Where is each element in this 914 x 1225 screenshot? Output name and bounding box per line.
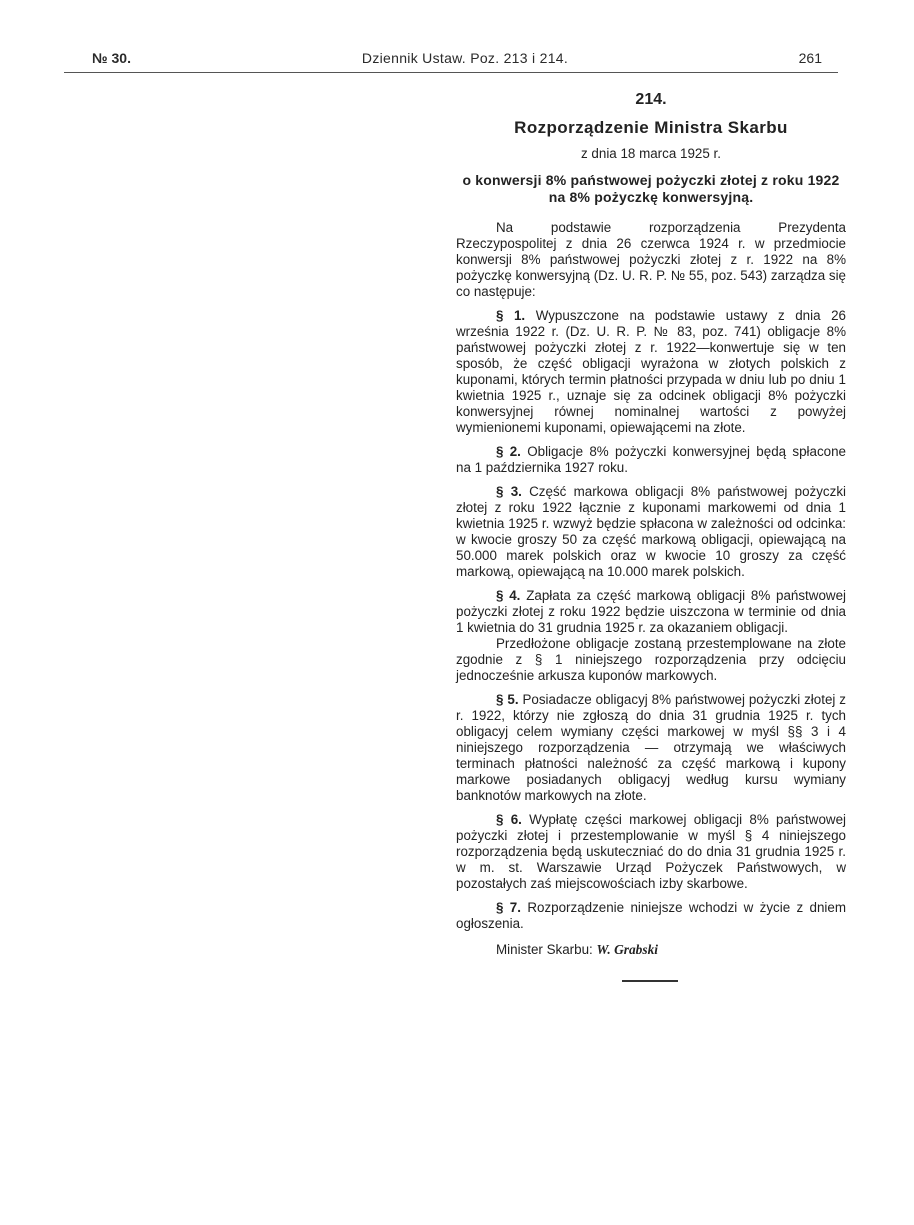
preamble: Na podstawie rozporządzenia Prezydenta Rzeczypospolitej z dnia 26 czerwca 1924 r. w przedmiocie konwersji 8% państwowej pożyczki złotej z r. 1922 na 8% pożyczkę konwersyjną (Dz. U. R. P. № 55, poz. 543) zarządza się co następuje: bbox=[456, 220, 846, 299]
section-label: § 7. bbox=[496, 900, 521, 915]
act-subject: o konwersji 8% państwowej pożyczki złotej z roku 1922 na 8% pożyczkę konwersyjną. bbox=[462, 172, 840, 205]
section-4 bbox=[456, 588, 846, 636]
page-number: 261 bbox=[798, 50, 822, 66]
section-3 bbox=[456, 484, 846, 580]
section-4-continuation: Przedłożone obligacje zostaną przestemplowane na złote zgodnie z § 1 niniejszego rozporządzenia przy odcięciu jednocześnie arkusza kuponów markowych. bbox=[456, 636, 846, 683]
page-header bbox=[92, 50, 838, 72]
signature-role: Minister Skarbu: bbox=[496, 942, 593, 957]
section-label: § 4. bbox=[496, 588, 521, 603]
section-text: Część markowa obligacji 8% państwowej pożyczki złotej z roku 1922 łącznie z kuponami markowemi od dnia 1 kwietnia 1925 r. wzwyż będzie spłacona w zależności od odcinka: w kwocie groszy 50 za część markową obligacji, opiewającą na 50.000 marek polskich oraz w kwocie 10 groszy za część markową, opiewającą na 10.000 marek polskich. bbox=[456, 484, 846, 579]
section-2 bbox=[456, 444, 846, 476]
section-label: § 2. bbox=[496, 444, 521, 459]
closing-rule bbox=[622, 980, 678, 982]
section-text: Posiadacze obligacyj 8% państwowej pożyczki złotej z r. 1922, którzy nie zgłoszą do dnia 31 grudnia 1925 r. tych obligacyj celem wymiany części markowej w myśl §§ 3 i 4 niniejszego rozporządzenia — otrzymają we właściwych terminach płatności należność za część markową i kupony markowe posiadanych obligacyj według kursu wymiany banknotów markowych na złote. bbox=[456, 692, 846, 803]
section-text: Zapłata za część markową obligacji 8% państwowej pożyczki złotej z roku 1922 będzie uiszczona w terminie od dnia 1 kwietnia do 31 grudnia 1925 r. za okazaniem obligacji. bbox=[456, 588, 846, 635]
issue-number: № 30. bbox=[92, 50, 131, 66]
section-1 bbox=[456, 308, 846, 436]
signature-line bbox=[456, 942, 846, 958]
section-label: § 3. bbox=[496, 484, 522, 499]
section-text: Wypłatę części markowej obligacji 8% państwowej pożyczki złotej i przestemplowanie w myśl § 4 niniejszego rozporządzenia będą uskuteczniać do do dnia 31 grudnia 1925 r. w m. st. Warszawie Urząd Pożyczek Państwowych, w pozostałych zaś miejscowościach izby skarbowe. bbox=[456, 812, 846, 891]
section-6 bbox=[456, 812, 846, 892]
section-7 bbox=[456, 900, 846, 932]
signature-name: W. Grabski bbox=[596, 942, 658, 957]
section-text: Obligacje 8% pożyczki konwersyjnej będą spłacone na 1 października 1927 roku. bbox=[456, 444, 846, 475]
section-5 bbox=[456, 692, 846, 804]
section-label: § 6. bbox=[496, 812, 522, 827]
act-column bbox=[456, 92, 846, 982]
section-text: Rozporządzenie niniejsze wchodzi w życie z dniem ogłoszenia. bbox=[456, 900, 846, 931]
act-title: Rozporządzenie Ministra Skarbu bbox=[514, 118, 788, 137]
header-divider bbox=[64, 72, 838, 73]
section-text: Wypuszczone na podstawie ustawy z dnia 26 września 1922 r. (Dz. U. R. P. № 83, poz. 741) obligacje 8% państwowej pożyczki złotej z r. 1922—konwertuje się w ten sposób, że część obligacji wyrażona w złotych polskich z kuponami, których termin płatności przypada w dniu lub po dniu 1 kwietnia 1925 r., uznaje się za odcinek obligacji 8% pożyczki konwersyjnej równej nominalnej wartości z powyżej wymienionemi kuponami, opiewającemi na złote. bbox=[456, 308, 846, 435]
section-label: § 1. bbox=[496, 308, 526, 323]
act-date: z dnia 18 marca 1925 r. bbox=[581, 146, 721, 161]
act-number: 214. bbox=[635, 91, 667, 108]
publication-reference: Dziennik Ustaw. Poz. 213 i 214. bbox=[361, 50, 569, 66]
section-label: § 5. bbox=[496, 692, 519, 707]
